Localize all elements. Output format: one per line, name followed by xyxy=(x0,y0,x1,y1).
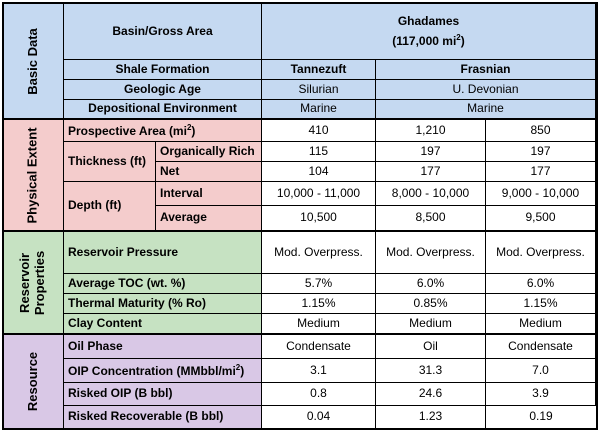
depositional-env-label xyxy=(64,100,262,120)
org-rich-label-text: Organically Rich xyxy=(160,143,255,158)
net-2: 177 xyxy=(420,163,441,178)
area-value-3 xyxy=(486,120,596,142)
average-value-1 xyxy=(262,206,376,232)
toc-2: 6.0% xyxy=(416,275,445,290)
risked-rec-2: 1.23 xyxy=(418,409,443,424)
net-label xyxy=(156,162,262,182)
resource-table xyxy=(2,2,598,430)
interval-value-2 xyxy=(376,182,486,206)
risked-oip-label xyxy=(64,383,262,406)
shale-formation-label xyxy=(64,60,262,80)
toc-value-1 xyxy=(262,274,376,294)
risked-rec-1: 0.04 xyxy=(306,409,331,424)
age-2-text: U. Devonian xyxy=(452,81,519,96)
org-rich-2: 197 xyxy=(420,143,441,158)
oip-concentration-label-text xyxy=(68,363,244,379)
age-label-text: Geologic Age xyxy=(124,81,201,96)
risked-recoverable-label xyxy=(64,406,262,428)
average-value-2 xyxy=(376,206,486,232)
average-3: 9,500 xyxy=(525,210,556,225)
toc-value-3 xyxy=(486,274,596,294)
basin-area-sup: 2 xyxy=(456,32,461,42)
area-2: 1,210 xyxy=(415,122,446,137)
section-basic-label: Basic Data xyxy=(25,27,41,95)
section-physical-extent xyxy=(4,120,64,232)
conc-3: 7.0 xyxy=(532,362,549,377)
clay-value-3 xyxy=(486,314,596,335)
conc-value-3 xyxy=(486,359,596,383)
maturity-2: 0.85% xyxy=(413,295,448,310)
env-2-text: Marine xyxy=(467,101,504,116)
conc-sup: 2 xyxy=(235,362,241,372)
org-rich-value-2 xyxy=(376,142,486,162)
toc-1: 5.7% xyxy=(304,275,333,290)
shale-2-text: Frasnian xyxy=(460,61,511,76)
env-2 xyxy=(376,100,596,120)
average-value-3 xyxy=(486,206,596,232)
net-value-3 xyxy=(486,162,596,182)
reservoir-pressure-label xyxy=(64,232,262,274)
average-label-text: Average xyxy=(160,210,207,225)
net-1: 104 xyxy=(308,163,329,178)
net-3: 177 xyxy=(530,163,551,178)
geologic-age-label xyxy=(64,80,262,100)
age-2 xyxy=(376,80,596,100)
interval-3: 9,000 - 10,000 xyxy=(501,185,580,200)
conc-close: ) xyxy=(240,363,245,378)
conc-value-2 xyxy=(376,359,486,383)
phase-value-3 xyxy=(486,335,596,359)
section-basic-data xyxy=(4,4,64,120)
section-reservoir-properties xyxy=(4,232,64,335)
thickness-label-text: Thickness (ft) xyxy=(68,153,147,168)
clay-label-text: Clay Content xyxy=(68,315,143,330)
phase-3: Condensate xyxy=(508,338,573,353)
interval-2: 8,000 - 10,000 xyxy=(391,185,470,200)
average-2: 8,500 xyxy=(415,210,446,225)
risked-oip-value-2 xyxy=(376,383,486,406)
env-1 xyxy=(262,100,376,120)
net-label-text: Net xyxy=(160,163,180,178)
phase-label-text: Oil Phase xyxy=(68,338,123,353)
net-value-2 xyxy=(376,162,486,182)
section-reservoir-label xyxy=(19,250,49,314)
clay-3: Medium xyxy=(519,315,562,330)
organically-rich-label xyxy=(156,142,262,162)
interval-value-1 xyxy=(262,182,376,206)
risked-rec-label-text: Risked Recoverable (B bbl) xyxy=(68,409,224,424)
section-resource-label: Resource xyxy=(25,351,41,412)
phase-2: Oil xyxy=(423,338,438,353)
clay-value-1 xyxy=(262,314,376,335)
net-value-1 xyxy=(262,162,376,182)
pressure-label-text: Reservoir Pressure xyxy=(68,244,179,259)
phase-value-1 xyxy=(262,335,376,359)
toc-label xyxy=(64,274,262,294)
section-resource xyxy=(4,335,64,428)
risked-oip-value-1 xyxy=(262,383,376,406)
clay-1: Medium xyxy=(297,315,340,330)
phase-1: Condensate xyxy=(286,338,351,353)
basin-label-text: Basin/Gross Area xyxy=(112,23,213,38)
pressure-1: Mod. Overpress. xyxy=(274,244,363,259)
age-1-text: Silurian xyxy=(298,81,339,96)
risked-rec-value-3 xyxy=(486,406,596,428)
interval-1: 10,000 - 11,000 xyxy=(276,185,361,200)
risked-oip-label-text: Risked OIP (B bbl) xyxy=(68,386,173,401)
interval-value-3 xyxy=(486,182,596,206)
area-value-1 xyxy=(262,120,376,142)
shale-1 xyxy=(262,60,376,80)
conc-value-1 xyxy=(262,359,376,383)
phase-value-2 xyxy=(376,335,486,359)
pressure-value-1 xyxy=(262,232,376,274)
maturity-value-1 xyxy=(262,294,376,314)
maturity-label-text: Thermal Maturity (% Ro) xyxy=(68,295,207,310)
pressure-value-2 xyxy=(376,232,486,274)
risked-rec-3: 0.19 xyxy=(529,409,553,424)
shale-2 xyxy=(376,60,596,80)
pressure-3: Mod. Overpress. xyxy=(496,244,585,259)
org-rich-value-1 xyxy=(262,142,376,162)
average-1: 10,500 xyxy=(300,210,337,225)
toc-label-text: Average TOC (wt. %) xyxy=(68,275,186,290)
basin-area: (117,000 mi xyxy=(392,33,457,48)
risked-oip-value-3 xyxy=(486,383,596,406)
risked-rec-value-2 xyxy=(376,406,486,428)
depth-label xyxy=(64,182,156,232)
env-label-text: Depositional Environment xyxy=(88,101,237,116)
pressure-value-3 xyxy=(486,232,596,274)
toc-value-2 xyxy=(376,274,486,294)
env-1-text: Marine xyxy=(300,101,337,116)
basin-area-close: ) xyxy=(460,33,465,48)
area-value-2 xyxy=(376,120,486,142)
org-rich-3: 197 xyxy=(530,143,551,158)
section-reservoir-label-line1: Reservoir xyxy=(17,252,33,313)
area-1: 410 xyxy=(308,122,329,137)
clay-label xyxy=(64,314,262,335)
oip-concentration-label xyxy=(64,359,262,383)
basin-label xyxy=(64,4,262,60)
risked-rec-value-1 xyxy=(262,406,376,428)
shale-label-text: Shale Formation xyxy=(115,61,210,76)
interval-label-text: Interval xyxy=(160,185,203,200)
age-1 xyxy=(262,80,376,100)
maturity-value-3 xyxy=(486,294,596,314)
prospective-area-label-text xyxy=(68,123,195,139)
pressure-2: Mod. Overpress. xyxy=(386,244,475,259)
area-3: 850 xyxy=(530,122,551,137)
basin-name-text: Ghadames xyxy=(397,13,460,28)
average-label xyxy=(156,206,262,232)
conc-label: OIP Concentration (MMbbl/mi xyxy=(68,363,236,378)
risked-oip-2: 24.6 xyxy=(418,386,443,401)
conc-1: 3.1 xyxy=(310,362,327,377)
basin-area-text xyxy=(392,33,465,49)
section-reservoir-label-line2: Properties xyxy=(32,250,48,315)
prospective-area-label xyxy=(64,120,262,142)
toc-3: 6.0% xyxy=(526,275,555,290)
interval-label xyxy=(156,182,262,206)
clay-2: Medium xyxy=(409,315,452,330)
maturity-1: 1.15% xyxy=(301,295,336,310)
maturity-label xyxy=(64,294,262,314)
maturity-3: 1.15% xyxy=(523,295,558,310)
risked-oip-1: 0.8 xyxy=(310,386,327,401)
thickness-label xyxy=(64,142,156,182)
basin-name xyxy=(262,4,596,60)
section-physical-label: Physical Extent xyxy=(25,126,41,224)
area-sup: 2 xyxy=(186,122,192,132)
area-label: Prospective Area (mi xyxy=(68,123,187,138)
depth-label-text: Depth (ft) xyxy=(68,198,122,213)
org-rich-value-3 xyxy=(486,142,596,162)
shale-1-text: Tannezuft xyxy=(290,61,347,76)
org-rich-1: 115 xyxy=(308,143,329,158)
conc-2: 31.3 xyxy=(418,362,443,377)
maturity-value-2 xyxy=(376,294,486,314)
clay-value-2 xyxy=(376,314,486,335)
oil-phase-label xyxy=(64,335,262,359)
area-close: ) xyxy=(191,123,196,138)
risked-oip-3: 3.9 xyxy=(532,386,549,401)
